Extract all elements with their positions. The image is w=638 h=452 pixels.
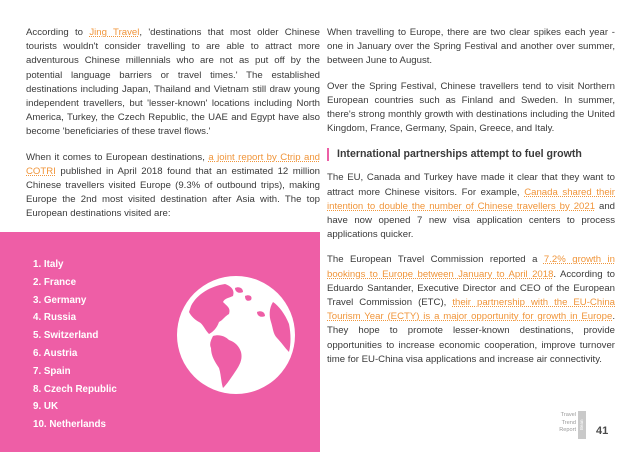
destination-item: 10. Netherlands bbox=[33, 419, 106, 431]
page-number: 41 bbox=[596, 425, 609, 437]
europe-text-start: When it comes to European destinations, bbox=[26, 151, 205, 163]
travel-spikes-paragraph: When travelling to Europe, there are two clear spikes each year - one in January over the Spring Festival and another over summer, between June to August. bbox=[327, 27, 615, 67]
ecty-partnership-link[interactable]: their partnership with the EU-China Tourism Year (ECTY) is a major opportunity for growth in Europe bbox=[327, 297, 615, 323]
destination-item: 4. Russia bbox=[33, 312, 77, 324]
growth-bookings-link[interactable]: 7.2% growth in bookings to Europe between January to April 2018 bbox=[327, 254, 615, 280]
eu-text-start: The EU, Canada and Turkey have made it clear that they want to attract more Chinese visitors. For example, bbox=[327, 172, 615, 198]
destination-item: 7. Spain bbox=[33, 365, 71, 377]
top-destinations-panel bbox=[0, 232, 320, 452]
spring-festival-paragraph: Over the Spring Festival, Chinese travellers tend to visit Northern European countries such as Finland and Sweden. In summer, there's strong monthly growth with destinations including the United Kingdom, France, Germany, Spain, Greece, and Italy. bbox=[327, 80, 615, 135]
eu-canada-turkey-paragraph bbox=[327, 171, 615, 242]
destination-item: 9. UK bbox=[33, 401, 59, 413]
destination-item: 3. Germany bbox=[33, 294, 87, 306]
destination-item: 2. France bbox=[33, 276, 77, 288]
european-destinations-paragraph bbox=[26, 151, 320, 222]
destination-item: 1. Italy bbox=[33, 259, 64, 270]
jing-travel-link[interactable]: Jing Travel bbox=[89, 27, 140, 38]
etc-text-start: The European Travel Commission reported a bbox=[327, 254, 538, 266]
destination-item: 5. Switzerland bbox=[33, 330, 99, 342]
canada-intention-link[interactable]: Canada shared their intention to double the number of Chinese travellers by 2021 bbox=[327, 186, 615, 212]
intro-text-start: According to bbox=[26, 27, 83, 38]
etc-text-end: . They hope to promote lesser-known destinations, provide opportunities to increase economic cooperation, improve turnover time for EU-China visa applications and increase air connectivity. bbox=[327, 311, 615, 365]
intro-text-end: , 'destinations that most older Chinese tourists wouldn't consider travelling to are able to attract more adventurous Chinese millennials who are not as put off by the potential language barriers or travel times.' The established destinations including Japan, Thailand and Vietnam still draw young independent travellers, but 'lesser-known' locations including North America, Turkey, the Czech Republic, the UAE and Egypt have also become 'beneficiaries of these travel flows.' bbox=[26, 27, 320, 138]
brand-line-travel: Travel bbox=[560, 412, 576, 418]
etc-text-middle: . According to Eduardo Santander, Executive Director and CEO of the European Travel Commission (ETC), bbox=[327, 268, 615, 309]
brand-badge: Bean bbox=[578, 411, 586, 439]
intro-paragraph bbox=[26, 26, 320, 140]
etc-paragraph bbox=[327, 253, 615, 367]
ctrip-cotri-report-link[interactable]: a joint report by Ctrip and COTRI bbox=[26, 151, 320, 177]
europe-text-end: published in April 2018 found that an estimated 12 million Chinese travellers visited Europe (9.3% of outbound trips), making Europe the 2nd most visited destination after Asia with. The top European destinations visited are: bbox=[26, 165, 320, 220]
top-destinations-list bbox=[33, 256, 117, 434]
brand-line-trend: Trend bbox=[561, 419, 576, 426]
destination-item: 8. Czech Republic bbox=[33, 383, 117, 395]
right-column bbox=[327, 26, 615, 367]
left-column bbox=[26, 26, 320, 222]
globe-icon bbox=[173, 272, 299, 398]
brand-line-report: Report bbox=[559, 427, 576, 433]
partnerships-heading: International partnerships attempt to fuel growth bbox=[327, 148, 615, 161]
destination-item: 6. Austria bbox=[33, 347, 78, 359]
eu-text-end: and have now opened 7 new visa application centers to process applications quicker. bbox=[327, 200, 616, 241]
report-brand bbox=[548, 412, 576, 435]
